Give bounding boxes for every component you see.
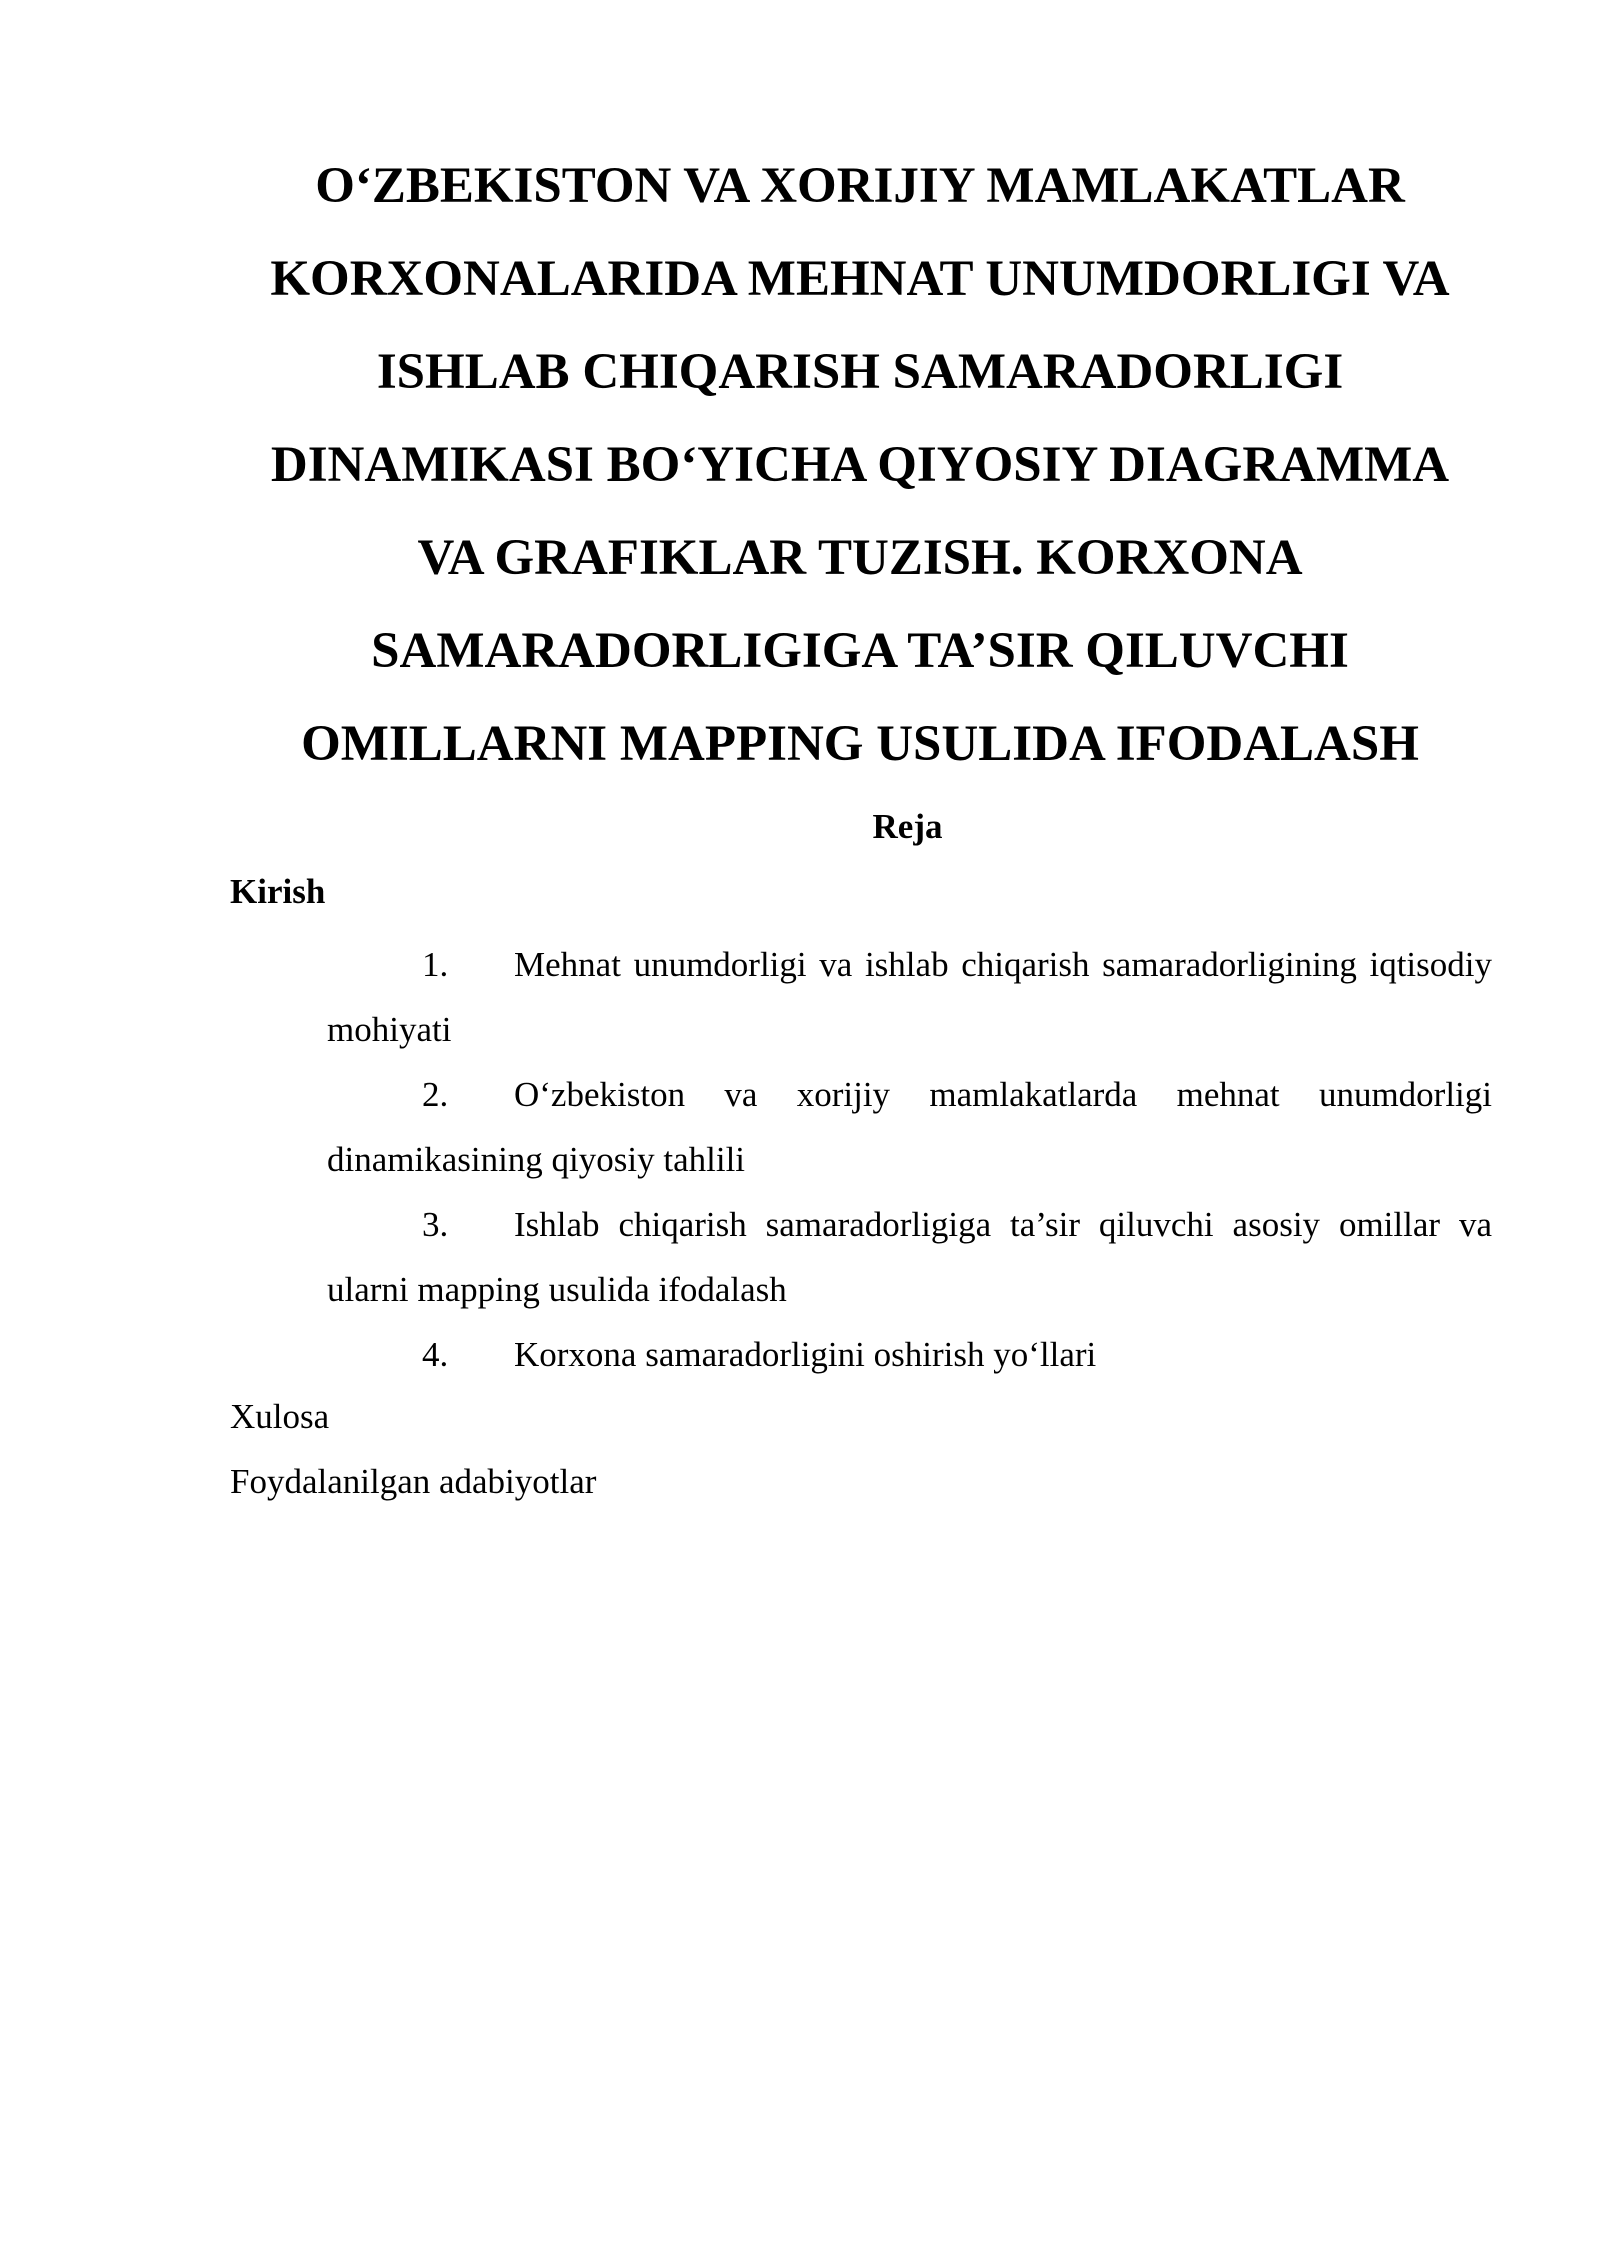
- plan-item: [327, 1192, 1492, 1322]
- plan-item-number: 2.: [422, 1075, 449, 1114]
- plan-heading: Reja: [872, 807, 943, 846]
- plan-item-text: Korxona samaradorligini oshirish yo‘llari: [514, 1335, 1097, 1374]
- plan-item: [327, 1062, 1492, 1192]
- references-label: Foydalanilgan adabiyotlar: [230, 1462, 597, 1501]
- title-line: VA GRAFIKLAR TUZISH. KORXONA: [417, 530, 1303, 586]
- title-line: DINAMIKASI BO‘YICHA QIYOSIY DIAGRAMMA: [270, 437, 1450, 493]
- title-line: SAMARADORLIGIGA TA’SIR QILUVCHI: [371, 623, 1349, 679]
- plan-item-text: O‘zbekiston va xorijiy mamlakatlarda mehnat unumdorligi dinamikasining qiyosiy tahlili: [327, 1075, 1492, 1179]
- title-line: ISHLAB CHIQARISH SAMARADORLIGI: [376, 344, 1344, 400]
- plan-item-number: 3.: [422, 1205, 449, 1244]
- plan-item-text: Mehnat unumdorligi va ishlab chiqarish samaradorligining iqtisodiy mohiyati: [327, 945, 1492, 1049]
- plan-item: [327, 1322, 1492, 1387]
- title-line: O‘ZBEKISTON VA XORIJIY MAMLAKATLAR: [315, 158, 1405, 214]
- plan-list: [327, 932, 1492, 1387]
- plan-item-number: 4.: [422, 1335, 449, 1374]
- plan-item-text: Ishlab chiqarish samaradorligiga ta’sir qiluvchi asosiy omillar va ularni mapping usulida ifodalash: [327, 1205, 1492, 1309]
- intro-heading: Kirish: [230, 872, 326, 911]
- title-line: KORXONALARIDA MEHNAT UNUMDORLIGI VA: [270, 251, 1450, 307]
- title-line: OMILLARNI MAPPING USULIDA IFODALASH: [301, 716, 1419, 772]
- document-title: [230, 140, 1490, 791]
- plan-item: [327, 932, 1492, 1062]
- plan-item-number: 1.: [422, 945, 449, 984]
- conclusion-label: Xulosa: [230, 1397, 330, 1436]
